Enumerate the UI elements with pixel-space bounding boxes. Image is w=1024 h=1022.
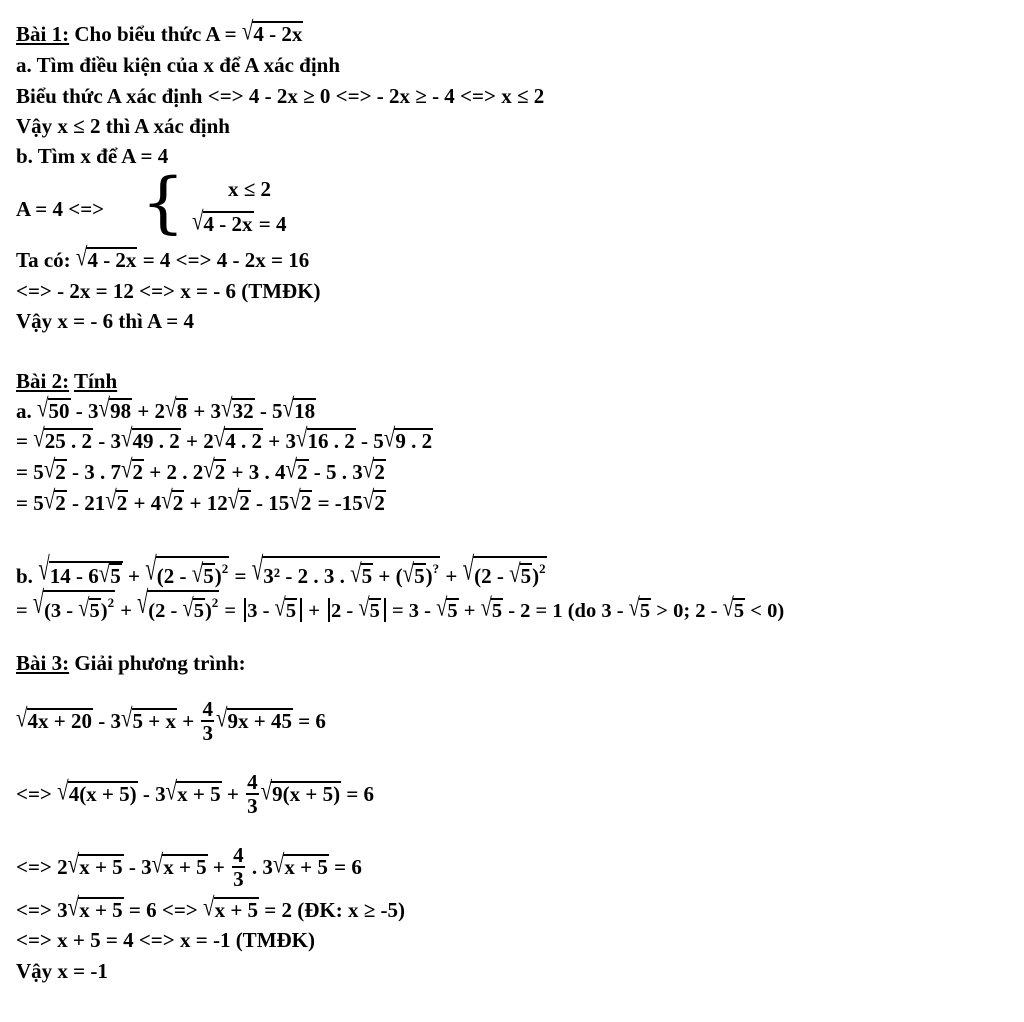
b3-step-2: <=> 2√x + 5 - 3√x + 5 + $\frac{4}{3}$ . 3√x + 5 = 6 — [16, 843, 362, 891]
b3-conclusion: Vậy x = -1 — [16, 959, 108, 983]
b1-condition: Biểu thức A xác định <=> 4 - 2x ≥ 0 <=> - 2x ≥ - 4 <=> x ≤ 2 — [16, 84, 545, 108]
b3-heading-line: Bài 3: Giải phương trình: — [16, 651, 246, 675]
b1-step: <=> - 2x = 12 <=> x = - 6 (TMĐK) — [16, 279, 321, 303]
system-row-2: √4 - 2x = 4 — [192, 205, 287, 236]
b1-conclusion-a: Vậy x ≤ 2 thì A xác định — [16, 114, 230, 138]
fraction: $\frac{4}{3}$ — [202, 697, 213, 745]
b1-heading-text: Cho biểu thức A = — [74, 22, 237, 46]
sqrt-expression: √4 - 2x — [241, 15, 303, 46]
b1-system — [16, 164, 356, 245]
b2-b-line-1: b. √14 - 6√5 + √(2 - √5)$^2$ = √3² - 2 . 3 . √5 + (√5)? + √(2 - √5)$^2$ — [16, 550, 546, 589]
b2-a-line-1: a. √50 - 3√98 + 2√8 + 3√32 - 5√18 — [16, 392, 316, 423]
b2-b-line-2: = √(3 - √5)$^2$ + √(2 - √5)$^2$ = 3 - √5 + 2 - √5 = 3 - √5 + √5 - 2 = 1 (do 3 - √5 > 0; 2 - √5 < 0) — [16, 586, 785, 622]
b3-step-4: <=> x + 5 = 4 <=> x = -1 (TMĐK) — [16, 928, 316, 952]
b2-a-line-3: = 5√2 - 3 . 7√2 + 2 . 2√2 + 3 . 4√2 - 5 . 3√2 — [16, 453, 385, 484]
b2-heading-line: Bài 2: Tính — [16, 369, 118, 393]
b2-heading: Bài 2: — [16, 369, 70, 393]
system-lhs: A = 4 <=> — [16, 197, 105, 221]
b1-heading-line — [16, 15, 303, 47]
b1-conclusion-b: Vậy x = - 6 thì A = 4 — [16, 309, 194, 333]
b3-equation: √4x + 20 - 3√5 + x + $\frac{4}{3}$ √9x + 45 = 6 — [16, 697, 326, 745]
b3-heading: Bài 3: — [16, 651, 70, 675]
b1-taco-line: Ta có: √4 - 2x = 4 <=> 4 - 2x = 16 — [16, 241, 310, 272]
b1-a-title: a. Tìm điều kiện của x để A xác định — [16, 53, 341, 77]
b2-a-line-4: = 5√2 - 21√2 + 4√2 + 12√2 - 15√2 = -15√2 — [16, 484, 385, 515]
b1-b-title: b. Tìm x để A = 4 — [16, 144, 169, 168]
left-brace: { — [140, 164, 186, 241]
b1-heading: Bài 1: — [16, 22, 70, 46]
system-row-1: x ≤ 2 — [228, 177, 272, 201]
b3-step-3: <=> 3√x + 5 = 6 <=> √x + 5 = 2 (ĐK: x ≥ -5) — [16, 891, 405, 922]
b2-a-line-2: = √25 . 2 - 3√49 . 2 + 2√4 . 2 + 3√16 . 2 - 5√9 . 2 — [16, 422, 433, 453]
b3-step-1: <=> √4(x + 5) - 3√x + 5 + $\frac{4}{3}$ √9(x + 5) = 6 — [16, 770, 375, 818]
